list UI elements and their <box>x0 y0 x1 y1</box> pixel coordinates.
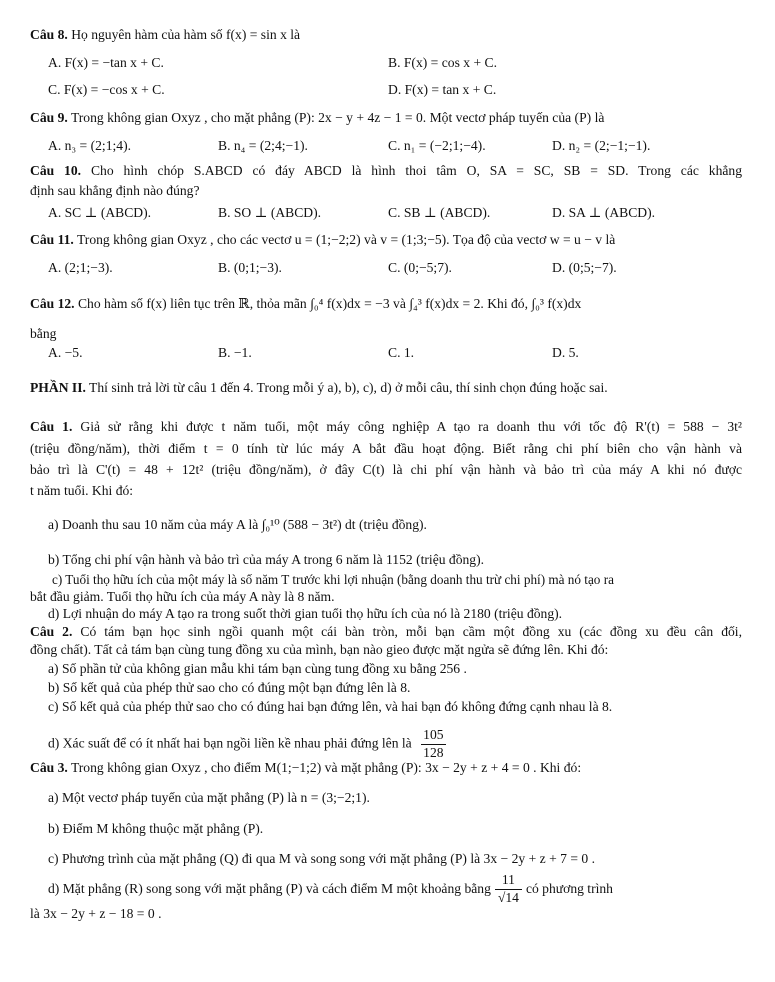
question-text-cont: định sau khẳng định nào đúng? <box>30 183 200 198</box>
question-text: Có tám bạn học sinh ngồi quanh một cái bàn tròn, mỗi bạn cầm một đồng xu (các đồng xu đều cân đối, <box>80 624 742 639</box>
fraction <box>421 727 445 762</box>
option-a: A. SC ⊥ (ABCD). <box>48 205 152 220</box>
question-text-cont: (triệu đồng/năm), thời điểm t = 0 tính từ lúc máy A bắt đầu hoạt động. Biết rằng chi phí biên cho vận hành và <box>30 441 742 456</box>
option-d: D. F(x) = tan x + C. <box>388 82 497 97</box>
statement-d-cont: là 3x − 2y + z − 18 = 0 . <box>30 906 162 921</box>
fraction-numerator: 11 <box>495 872 522 890</box>
question-label: Câu 10. <box>30 163 82 178</box>
statement-c: c) Số kết quả của phép thử sao cho có đúng hai bạn đứng lên, và hai bạn đó không đứng cạnh nhau là 8. <box>48 699 613 714</box>
statement-c-cont: bắt đầu giảm. Tuổi thọ hữu ích của máy A này là 8 năm. <box>30 589 335 604</box>
question-text: Trong không gian Oxyz , cho điểm M(1;−1;2) và mặt phẳng (P): 3x − 2y + z + 4 = 0 . Khi đó: <box>70 760 582 775</box>
statement-c: c) Phương trình của mặt phẳng (Q) đi qua M và song song với mặt phẳng (P) là 3x − 2y + z + 7 = 0 . <box>48 851 595 866</box>
option-b: B. F(x) = cos x + C. <box>388 55 497 70</box>
statement-d: d) Lợi nhuận do máy A tạo ra trong suốt thời gian tuổi thọ hữu ích của nó là 2180 (triệu đồng). <box>48 606 563 621</box>
question-8 <box>30 27 300 44</box>
question-label: Câu 2. <box>30 624 73 639</box>
section-instructions: Thí sinh trả lời từ câu 1 đến 4. Trong mỗi ý a), b), c), d) ở mỗi câu, thí sinh chọn đúng hoặc sai. <box>89 380 608 395</box>
question-12 <box>30 296 581 313</box>
option-b: B. SO ⊥ (ABCD). <box>218 205 322 220</box>
p2-question-1 <box>30 419 742 436</box>
question-text: Họ nguyên hàm của hàm số f(x) = sin x là <box>71 27 301 42</box>
statement-b: b) Số kết quả của phép thử sao cho có đúng một bạn đứng lên là 8. <box>48 680 411 695</box>
question-text: Cho hình chóp S.ABCD có đáy ABCD là hình thoi tâm O, SA = SC, SB = SD. Trong các khẳng <box>90 163 742 178</box>
statement-d-tail: có phương trình <box>525 880 613 896</box>
question-text-cont: bảo trì là C'(t) = 48 + 12t² (triệu đồng/năm), ở đây C(t) là chi phí vận hành và bảo trì của máy A khi nó được <box>30 462 742 477</box>
question-text: Trong không gian Oxyz , cho các vectơ u = (1;−2;2) và v = (1;3;−5). Tọa độ của vectơ w = u − v là <box>76 232 616 247</box>
option-a: A. n₃ = (2;1;4). <box>48 138 132 153</box>
fraction-denominator: √14 <box>497 889 519 905</box>
question-label: Câu 9. <box>30 110 68 125</box>
question-text: Trong không gian Oxyz , cho mặt phẳng (P): 2x − y + 4z − 1 = 0. Một vectơ pháp tuyến của (P) là <box>70 110 605 125</box>
option-c: C. F(x) = −cos x + C. <box>48 82 165 97</box>
statement-b: b) Điểm M không thuộc mặt phẳng (P). <box>48 821 264 836</box>
question-label: Câu 1. <box>30 419 73 434</box>
statement-d-text: d) Mặt phẳng (R) song song với mặt phẳng (P) và cách điểm M một khoảng bằng <box>48 880 491 896</box>
question-text: Cho hàm số f(x) liên tục trên ℝ, thỏa mãn ∫₀⁴ f(x)dx = −3 và ∫₄³ f(x)dx = 2. Khi đó, ∫₀³ f(x)dx <box>77 296 582 311</box>
option-d: D. SA ⊥ (ABCD). <box>552 205 656 220</box>
statement-a: a) Một vectơ pháp tuyến của mặt phẳng (P) là n = (3;−2;1). <box>48 790 370 805</box>
p2-question-3 <box>30 760 581 777</box>
option-c: C. (0;−5;7). <box>388 260 452 275</box>
statement-c: c) Tuổi thọ hữu ích của một máy là số năm T trước khi lợi nhuận (bằng doanh thu trừ chi phí) mà nó tạo ra <box>52 572 614 587</box>
question-text: Giả sử rằng khi được t năm tuổi, một máy công nghiệp A tạo ra doanh thu với tốc độ R'(t) = 588 − 3t² <box>80 419 742 434</box>
question-11 <box>30 232 615 249</box>
question-9 <box>30 110 604 127</box>
option-b: B. −1. <box>218 345 252 360</box>
option-a: A. (2;1;−3). <box>48 260 113 275</box>
question-label: Câu 3. <box>30 760 68 775</box>
question-label: Câu 12. <box>30 296 75 311</box>
question-label: Câu 8. <box>30 27 68 42</box>
question-text-cont: đồng chất). Tất cả tám bạn cùng tung đồng xu của mình, bạn nào gieo được mặt ngửa sẽ đứng lên. Khi đó: <box>30 642 609 657</box>
option-c: C. n₁ = (−2;1;−4). <box>388 138 486 153</box>
statement-a: a) Số phần tử của không gian mẫu khi tám bạn cùng tung đồng xu bằng 256 . <box>48 661 467 676</box>
option-c: C. 1. <box>388 345 415 360</box>
question-10 <box>30 163 742 180</box>
statement-d <box>48 872 742 907</box>
fraction <box>495 872 522 907</box>
statement-d <box>48 727 446 762</box>
option-d: D. 5. <box>552 345 579 360</box>
option-b: B. n₄ = (2;4;−1). <box>218 138 308 153</box>
fraction-denominator: 128 <box>423 744 444 760</box>
question-text-cont: bằng <box>30 326 57 341</box>
option-d: D. (0;5;−7). <box>552 260 617 275</box>
option-b: B. (0;1;−3). <box>218 260 282 275</box>
question-label: Câu 11. <box>30 232 74 247</box>
option-a: A. −5. <box>48 345 83 360</box>
option-c: C. SB ⊥ (ABCD). <box>388 205 491 220</box>
statement-d-text: d) Xác suất để có ít nhất hai bạn ngồi liền kề nhau phải đứng lên là <box>48 735 412 751</box>
option-d: D. n₂ = (2;−1;−1). <box>552 138 651 153</box>
section-heading <box>30 380 608 397</box>
section-label: PHẦN II. <box>30 380 86 395</box>
statement-b: b) Tổng chi phí vận hành và bảo trì của máy A trong 6 năm là 1152 (triệu đồng). <box>48 552 485 567</box>
statement-a: a) Doanh thu sau 10 năm của máy A là ∫₀¹⁰ (588 − 3t²) dt (triệu đồng). <box>48 517 427 532</box>
option-a: A. F(x) = −tan x + C. <box>48 55 164 70</box>
fraction-numerator: 105 <box>421 727 445 745</box>
p2-question-2 <box>30 624 742 641</box>
question-text-cont: t năm tuổi. Khi đó: <box>30 483 134 498</box>
